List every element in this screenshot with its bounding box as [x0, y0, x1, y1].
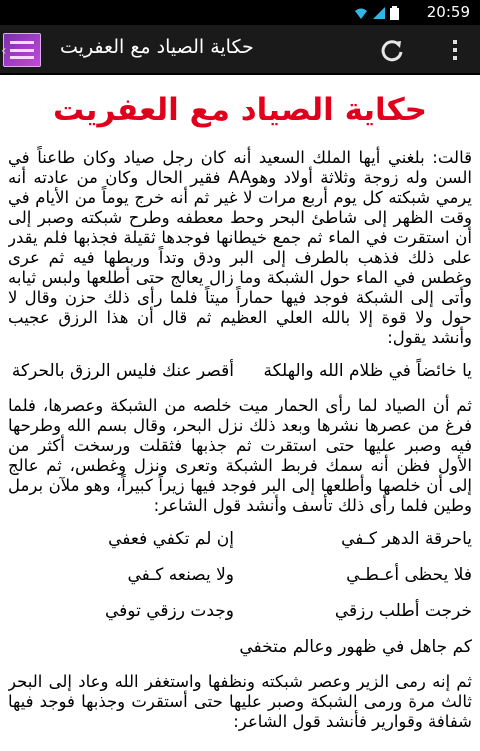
- battery-icon: [390, 5, 402, 19]
- action-bar-title: حكاية الصياد مع العفريت: [60, 36, 254, 58]
- overflow-menu-button[interactable]: [440, 35, 470, 65]
- status-icons: [354, 5, 402, 19]
- verse-2-second-half: إن لم تكفي فعفي: [108, 529, 234, 549]
- verse-4-first-half: خرجت أطلب رزقي: [334, 601, 472, 621]
- verse-2: [8, 528, 472, 550]
- verse-3-second-half: ولا يصنعه كـفي: [127, 565, 234, 585]
- paragraph-3: ثم إنه رمى الزير وعصر شبكته ونظفها واستغفر الله وعاد إلى البحر ثالث مرة ورمى الشبكة وصبر عليها حتى أستقرت وجذبها فوجد فيها شفافة وقوارير فأنشد قول الشاعر:: [8, 672, 472, 731]
- up-caret-icon: ‹: [1, 43, 7, 59]
- verse-1-second-half: أقصر عنك فليس الرزق بالحركة: [11, 361, 234, 381]
- paragraph-1: قالت: بلغني أيها الملك السعيد أنه كان رجل صياد وكان طاعناً في السن وله زوجة وثلاثة أولاد وهوAA فقير الحال وكان من عادته أنه يرمي شبكته كل يوم أربع مرات لا غير ثم أنه خرج يوماً من الأيام في وقت الظهر إلى شاطئ البحر وحط معطفه وطرح شبكته وصبر إلى أن استقرت في الماء ثم جمع خيطانها فوجدها ثقيلة فجذبها فلم يقدر على ذلك فذهب بالطرف إلى البر ودق وتداً وربطها فيه ثم عرى وغطس في الماء حول الشبكة وما زال يعالج حتى أطلعها ولبس ثيابه وأتى إلى الشبكة فوجد فيها حماراً ميتاً فلما رأى ذلك حزن وقال لا حول ولا قوة إلا بالله العلي العظيم ثم قال أن هذا الرزق عجيب وأنشد يقول:: [8, 148, 472, 347]
- wifi-icon: [354, 5, 366, 19]
- app-launcher-icon[interactable]: [3, 33, 41, 67]
- article-content[interactable]: [8, 86, 472, 751]
- refresh-icon: [379, 37, 405, 63]
- paragraph-2: ثم أن الصياد لما رأى الحمار ميت خلصه من الشبكة وعصرها، فلما فرغ من عصرها نشرها وبعد ذلك نزل البحر، وقال بسم الله وطرحها فيه وصبر عليها حتى استقرت ثم جذبها فثقلت ورسخت أكثر من الأول فظن أنه سمك فربط الشبكة وتعرى ونزل وغطس، ثم عالج إلى أن خلصها وأطلعها إلى البر فوجد فيها زيراً كبيراً، وهو ملآن برمل وطين فلما رأى ذلك تأسف وأنشد قول الشاعر:: [8, 396, 472, 515]
- refresh-button[interactable]: [372, 35, 412, 65]
- action-bar: [0, 25, 480, 75]
- status-time: 20:59: [426, 3, 470, 21]
- verse-3-first-half: فلا يحظى أعـطـي: [346, 565, 472, 585]
- verse-4: [8, 600, 472, 622]
- verse-1: [8, 360, 472, 382]
- app-logo: [10, 41, 34, 59]
- verse-4-second-half: وجدت رزقي توفي: [105, 601, 234, 621]
- overflow-menu-icon: [453, 40, 457, 60]
- verse-3: [8, 564, 472, 586]
- article-title: حكاية الصياد مع العفريت: [52, 92, 428, 128]
- verse-2-first-half: ياحرقة الدهر كـفي: [341, 529, 472, 549]
- verse-1-first-half: يا خائضاً في ظلام الله والهلكة: [263, 361, 472, 381]
- signal-icon: [372, 5, 384, 19]
- status-bar: [0, 0, 480, 25]
- verse-5: كم جاهل في ظهور وعالم متخفي: [239, 637, 472, 657]
